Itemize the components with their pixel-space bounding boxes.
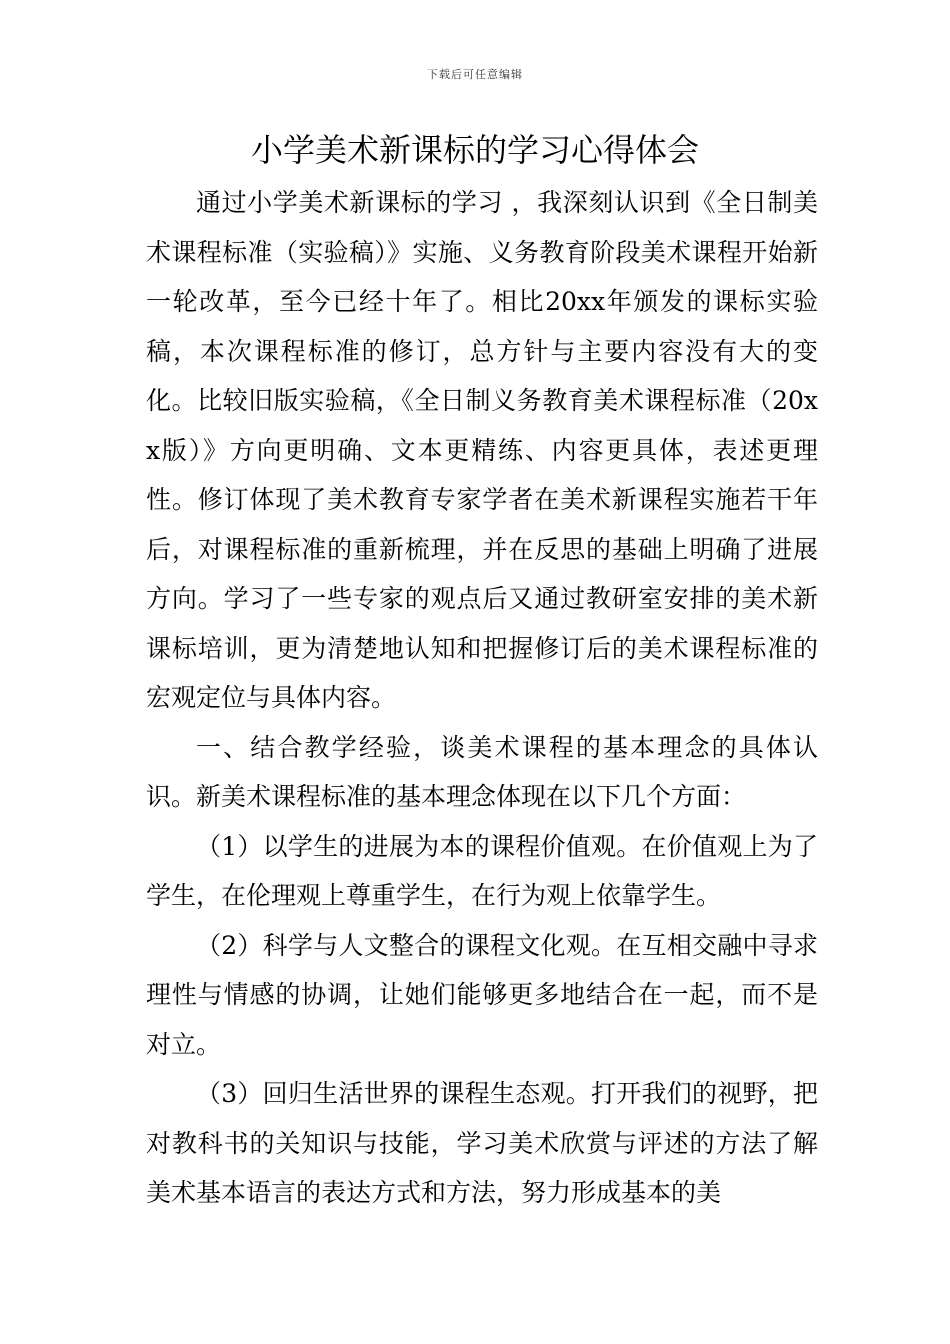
page-header-note: 下载后可任意编辑 [427, 68, 523, 81]
paragraph-intro: 通过小学美术新课标的学习 ，我深刻认识到《全日制美术课程标准（实验稿）》实施、义务教育阶段美术课程开始新一轮改革，至今已经十年了。相比20xx年颁发的课标实验稿，本次课程标准的修订，总方针与主要内容没有大的变化。比较旧版实验稿，《全日制义务教育美术课程标准（20xx版）》方向更明确、文本更精练、内容更具体，表述更理性。修订体现了美术教育专家学者在美术新课程实施若干年后，对课程标准的重新梳理，并在反思的基础上明确了进展方向。学习了一些专家的观点后又通过教研室安排的美术新课标培训，更为清楚地认知和把握修订后的美术课程标准的宏观定位与具体内容。 [146, 188, 818, 712]
paragraph-point-3: （3）回归生活世界的课程生态观。打开我们的视野，把对教科书的关知识与技能，学习美术欣赏与评述的方法了解美术基本语言的表达方式和方法，努力形成基本的美 [146, 1079, 818, 1207]
paragraph-point-2: （2）科学与人文整合的课程文化观。在互相交融中寻求理性与情感的协调，让她们能够更多地结合在一起，而不是对立。 [146, 930, 818, 1059]
document-body [146, 178, 818, 1218]
paragraph-point-1: （1）以学生的进展为本的课程价值观。在价值观上为了学生，在伦理观上尊重学生，在行为观上依靠学生。 [146, 831, 818, 910]
document-title: 小学美术新课标的学习心得体会 [250, 131, 699, 169]
paragraph-section-one: 一、结合教学经验，谈美术课程的基本理念的具体认识。新美术课程标准的基本理念体现在以下几个方面： [146, 732, 818, 811]
